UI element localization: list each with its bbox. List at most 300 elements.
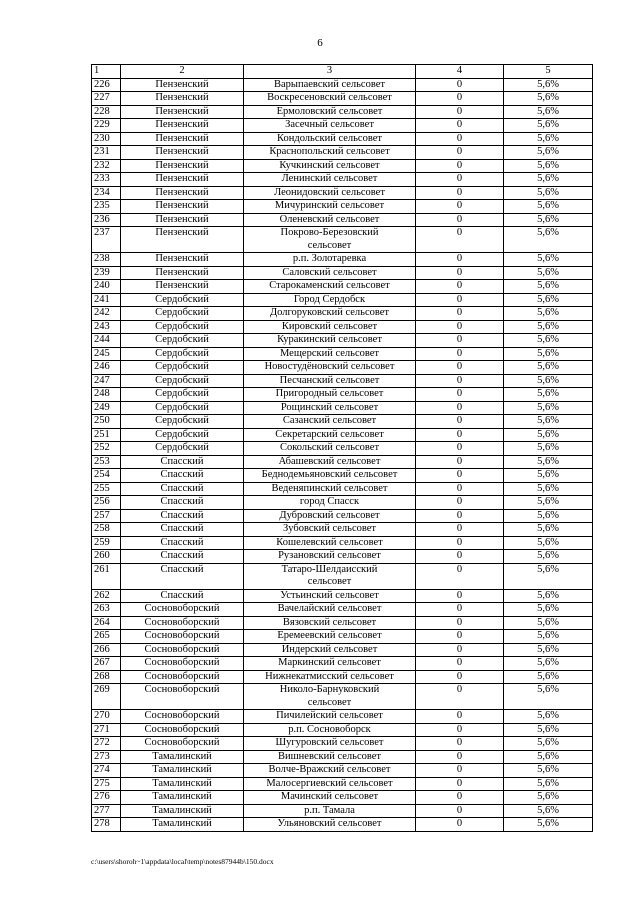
district-cell: Пензенский	[121, 119, 244, 133]
table-row	[92, 146, 593, 160]
district-cell: Пензенский	[121, 173, 244, 187]
table-row	[92, 643, 593, 657]
value-cell: 0	[416, 523, 504, 537]
municipality-cell: Рощинский сельсовет	[244, 401, 416, 415]
municipalities-table	[91, 64, 593, 832]
value-cell: 0	[416, 173, 504, 187]
municipality-cell: Мещерский сельсовет	[244, 347, 416, 361]
municipality-cell: Рузановский сельсовет	[244, 550, 416, 564]
percent-cell: 5,6%	[504, 455, 593, 469]
district-cell: Спасский	[121, 589, 244, 603]
district-cell: Сердобский	[121, 347, 244, 361]
row-number-cell: 264	[92, 616, 121, 630]
municipality-cell: Татаро-Шелдаисский сельсовет	[244, 563, 416, 589]
row-number-cell: 252	[92, 442, 121, 456]
table-row	[92, 496, 593, 510]
value-cell: 0	[416, 710, 504, 724]
municipality-cell: Краснопольский сельсовет	[244, 146, 416, 160]
district-cell: Сердобский	[121, 388, 244, 402]
value-cell: 0	[416, 764, 504, 778]
value-cell: 0	[416, 603, 504, 617]
table-row	[92, 657, 593, 671]
value-cell: 0	[416, 266, 504, 280]
district-cell: Сосновоборский	[121, 684, 244, 710]
municipality-cell: Кировский сельсовет	[244, 320, 416, 334]
header-cell-col4: 4	[416, 65, 504, 79]
value-cell: 0	[416, 253, 504, 267]
percent-cell: 5,6%	[504, 334, 593, 348]
municipality-cell: р.п. Тамала	[244, 804, 416, 818]
row-number-cell: 226	[92, 78, 121, 92]
percent-cell: 5,6%	[504, 482, 593, 496]
value-cell: 0	[416, 374, 504, 388]
row-number-cell: 250	[92, 415, 121, 429]
percent-cell: 5,6%	[504, 146, 593, 160]
district-cell: Пензенский	[121, 266, 244, 280]
value-cell: 0	[416, 630, 504, 644]
table-row	[92, 401, 593, 415]
row-number-cell: 234	[92, 186, 121, 200]
value-cell: 0	[416, 119, 504, 133]
value-cell: 0	[416, 469, 504, 483]
percent-cell: 5,6%	[504, 603, 593, 617]
percent-cell: 5,6%	[504, 804, 593, 818]
value-cell: 0	[416, 589, 504, 603]
table-row	[92, 253, 593, 267]
row-number-cell: 271	[92, 723, 121, 737]
district-cell: Спасский	[121, 469, 244, 483]
value-cell: 0	[416, 200, 504, 214]
value-cell: 0	[416, 388, 504, 402]
municipality-cell: Веденяпинский сельсовет	[244, 482, 416, 496]
table-row	[92, 213, 593, 227]
municipality-cell: Малосергиевский сельсовет	[244, 777, 416, 791]
row-number-cell: 263	[92, 603, 121, 617]
percent-cell: 5,6%	[504, 764, 593, 778]
municipality-cell: Оленевский сельсовет	[244, 213, 416, 227]
row-number-cell: 261	[92, 563, 121, 589]
percent-cell: 5,6%	[504, 388, 593, 402]
table-row	[92, 469, 593, 483]
municipality-cell: Вишневский сельсовет	[244, 750, 416, 764]
row-number-cell: 273	[92, 750, 121, 764]
value-cell: 0	[416, 320, 504, 334]
district-cell: Тамалинский	[121, 764, 244, 778]
value-cell: 0	[416, 293, 504, 307]
district-cell: Пензенский	[121, 227, 244, 253]
municipality-cell: Маркинский сельсовет	[244, 657, 416, 671]
table-row	[92, 347, 593, 361]
district-cell: Сердобский	[121, 334, 244, 348]
header-cell-col3: 3	[244, 65, 416, 79]
value-cell: 0	[416, 347, 504, 361]
district-cell: Тамалинский	[121, 818, 244, 832]
table-row	[92, 374, 593, 388]
row-number-cell: 265	[92, 630, 121, 644]
row-number-cell: 243	[92, 320, 121, 334]
row-number-cell: 238	[92, 253, 121, 267]
row-number-cell: 247	[92, 374, 121, 388]
municipality-cell: Леонидовский сельсовет	[244, 186, 416, 200]
municipality-cell: Ермоловский сельсовет	[244, 105, 416, 119]
district-cell: Сосновоборский	[121, 630, 244, 644]
district-cell: Сосновоборский	[121, 603, 244, 617]
district-cell: Сосновоборский	[121, 616, 244, 630]
district-cell: Спасский	[121, 455, 244, 469]
table-row	[92, 670, 593, 684]
percent-cell: 5,6%	[504, 509, 593, 523]
percent-cell: 5,6%	[504, 428, 593, 442]
table-row	[92, 307, 593, 321]
percent-cell: 5,6%	[504, 213, 593, 227]
table-row	[92, 818, 593, 832]
row-number-cell: 258	[92, 523, 121, 537]
value-cell: 0	[416, 146, 504, 160]
percent-cell: 5,6%	[504, 92, 593, 106]
percent-cell: 5,6%	[504, 227, 593, 253]
value-cell: 0	[416, 723, 504, 737]
district-cell: Спасский	[121, 523, 244, 537]
table-row	[92, 550, 593, 564]
district-cell: Сосновоборский	[121, 737, 244, 751]
district-cell: Сердобский	[121, 307, 244, 321]
municipality-cell: Николо-Барнуковский сельсовет	[244, 684, 416, 710]
table-row	[92, 723, 593, 737]
value-cell: 0	[416, 132, 504, 146]
district-cell: Пензенский	[121, 146, 244, 160]
table-row	[92, 737, 593, 751]
table-row	[92, 173, 593, 187]
municipality-cell: Куракинский сельсовет	[244, 334, 416, 348]
row-number-cell: 267	[92, 657, 121, 671]
row-number-cell: 237	[92, 227, 121, 253]
percent-cell: 5,6%	[504, 280, 593, 294]
percent-cell: 5,6%	[504, 266, 593, 280]
percent-cell: 5,6%	[504, 200, 593, 214]
value-cell: 0	[416, 428, 504, 442]
percent-cell: 5,6%	[504, 777, 593, 791]
value-cell: 0	[416, 818, 504, 832]
row-number-cell: 248	[92, 388, 121, 402]
table-row	[92, 764, 593, 778]
value-cell: 0	[416, 791, 504, 805]
table-row	[92, 589, 593, 603]
table-row	[92, 266, 593, 280]
percent-cell: 5,6%	[504, 550, 593, 564]
table-row	[92, 442, 593, 456]
table-body	[92, 65, 593, 832]
district-cell: Пензенский	[121, 78, 244, 92]
value-cell: 0	[416, 159, 504, 173]
percent-cell: 5,6%	[504, 589, 593, 603]
table-row	[92, 388, 593, 402]
municipality-cell: р.п. Золотаревка	[244, 253, 416, 267]
district-cell: Спасский	[121, 563, 244, 589]
value-cell: 0	[416, 737, 504, 751]
row-number-cell: 266	[92, 643, 121, 657]
row-number-cell: 270	[92, 710, 121, 724]
table-row	[92, 523, 593, 537]
row-number-cell: 260	[92, 550, 121, 564]
value-cell: 0	[416, 415, 504, 429]
percent-cell: 5,6%	[504, 361, 593, 375]
row-number-cell: 241	[92, 293, 121, 307]
district-cell: Сердобский	[121, 401, 244, 415]
header-cell-col5: 5	[504, 65, 593, 79]
value-cell: 0	[416, 307, 504, 321]
table-row	[92, 78, 593, 92]
municipality-cell: Покрово-Березовский сельсовет	[244, 227, 416, 253]
district-cell: Сосновоборский	[121, 657, 244, 671]
value-cell: 0	[416, 482, 504, 496]
district-cell: Пензенский	[121, 92, 244, 106]
table-row	[92, 415, 593, 429]
value-cell: 0	[416, 563, 504, 589]
municipality-cell: Кондольский сельсовет	[244, 132, 416, 146]
percent-cell: 5,6%	[504, 710, 593, 724]
table-row	[92, 630, 593, 644]
district-cell: Тамалинский	[121, 804, 244, 818]
municipality-cell: Сокольский сельсовет	[244, 442, 416, 456]
row-number-cell: 272	[92, 737, 121, 751]
table-row	[92, 334, 593, 348]
row-number-cell: 253	[92, 455, 121, 469]
table-row	[92, 132, 593, 146]
table-row	[92, 119, 593, 133]
value-cell: 0	[416, 509, 504, 523]
table-row	[92, 710, 593, 724]
value-cell: 0	[416, 334, 504, 348]
district-cell: Спасский	[121, 550, 244, 564]
municipality-cell: Старокаменский сельсовет	[244, 280, 416, 294]
district-cell: Пензенский	[121, 280, 244, 294]
value-cell: 0	[416, 684, 504, 710]
percent-cell: 5,6%	[504, 374, 593, 388]
percent-cell: 5,6%	[504, 536, 593, 550]
row-number-cell: 236	[92, 213, 121, 227]
row-number-cell: 268	[92, 670, 121, 684]
percent-cell: 5,6%	[504, 401, 593, 415]
table-row	[92, 159, 593, 173]
district-cell: Пензенский	[121, 132, 244, 146]
page-number: 6	[317, 37, 323, 49]
value-cell: 0	[416, 670, 504, 684]
row-number-cell: 278	[92, 818, 121, 832]
percent-cell: 5,6%	[504, 78, 593, 92]
municipality-cell: Ленинский сельсовет	[244, 173, 416, 187]
percent-cell: 5,6%	[504, 630, 593, 644]
header-cell-col1: 1	[92, 65, 121, 79]
municipality-cell: Пригородный сельсовет	[244, 388, 416, 402]
value-cell: 0	[416, 280, 504, 294]
table-row	[92, 293, 593, 307]
district-cell: Сосновоборский	[121, 710, 244, 724]
header-cell-col2: 2	[121, 65, 244, 79]
value-cell: 0	[416, 496, 504, 510]
district-cell: Спасский	[121, 509, 244, 523]
municipality-cell: Песчанский сельсовет	[244, 374, 416, 388]
table-row	[92, 777, 593, 791]
municipality-cell: Шугуровский сельсовет	[244, 737, 416, 751]
percent-cell: 5,6%	[504, 723, 593, 737]
percent-cell: 5,6%	[504, 105, 593, 119]
table-row	[92, 280, 593, 294]
table-row	[92, 320, 593, 334]
row-number-cell: 233	[92, 173, 121, 187]
table-row	[92, 361, 593, 375]
value-cell: 0	[416, 657, 504, 671]
percent-cell: 5,6%	[504, 253, 593, 267]
percent-cell: 5,6%	[504, 818, 593, 832]
municipality-cell: Воскресеновский сельсовет	[244, 92, 416, 106]
table-row	[92, 563, 593, 589]
district-cell: Тамалинский	[121, 777, 244, 791]
row-number-cell: 235	[92, 200, 121, 214]
municipality-cell: р.п. Сосновоборск	[244, 723, 416, 737]
table-row	[92, 455, 593, 469]
municipality-cell: Устьинский сельсовет	[244, 589, 416, 603]
table-row	[92, 616, 593, 630]
table-row	[92, 684, 593, 710]
row-number-cell: 244	[92, 334, 121, 348]
percent-cell: 5,6%	[504, 523, 593, 537]
municipality-cell: Зубовский сельсовет	[244, 523, 416, 537]
municipality-cell: Секретарский сельсовет	[244, 428, 416, 442]
table-row	[92, 186, 593, 200]
value-cell: 0	[416, 442, 504, 456]
district-cell: Спасский	[121, 536, 244, 550]
value-cell: 0	[416, 105, 504, 119]
percent-cell: 5,6%	[504, 307, 593, 321]
percent-cell: 5,6%	[504, 293, 593, 307]
row-number-cell: 274	[92, 764, 121, 778]
district-cell: Тамалинский	[121, 791, 244, 805]
value-cell: 0	[416, 401, 504, 415]
district-cell: Сосновоборский	[121, 643, 244, 657]
district-cell: Сосновоборский	[121, 723, 244, 737]
row-number-cell: 228	[92, 105, 121, 119]
table-row	[92, 227, 593, 253]
value-cell: 0	[416, 750, 504, 764]
row-number-cell: 229	[92, 119, 121, 133]
district-cell: Пензенский	[121, 213, 244, 227]
percent-cell: 5,6%	[504, 750, 593, 764]
row-number-cell: 254	[92, 469, 121, 483]
row-number-cell: 276	[92, 791, 121, 805]
municipality-cell: Мичуринский сельсовет	[244, 200, 416, 214]
row-number-cell: 246	[92, 361, 121, 375]
table-row	[92, 603, 593, 617]
table-row	[92, 536, 593, 550]
value-cell: 0	[416, 804, 504, 818]
row-number-cell: 232	[92, 159, 121, 173]
percent-cell: 5,6%	[504, 684, 593, 710]
district-cell: Сердобский	[121, 442, 244, 456]
percent-cell: 5,6%	[504, 119, 593, 133]
row-number-cell: 277	[92, 804, 121, 818]
percent-cell: 5,6%	[504, 563, 593, 589]
district-cell: Пензенский	[121, 200, 244, 214]
table-row	[92, 200, 593, 214]
percent-cell: 5,6%	[504, 496, 593, 510]
district-cell: Сердобский	[121, 320, 244, 334]
table-row	[92, 509, 593, 523]
percent-cell: 5,6%	[504, 442, 593, 456]
district-cell: Пензенский	[121, 159, 244, 173]
percent-cell: 5,6%	[504, 469, 593, 483]
table-row	[92, 92, 593, 106]
percent-cell: 5,6%	[504, 616, 593, 630]
district-cell: Сердобский	[121, 293, 244, 307]
value-cell: 0	[416, 213, 504, 227]
value-cell: 0	[416, 643, 504, 657]
district-cell: Сердобский	[121, 415, 244, 429]
municipality-cell: Ульяновский сельсовет	[244, 818, 416, 832]
percent-cell: 5,6%	[504, 173, 593, 187]
municipality-cell: Варыпаевский сельсовет	[244, 78, 416, 92]
footer-file-path: c:\users\shoroh~1\appdata\local\temp\notes87944b\150.docx	[91, 857, 274, 866]
row-number-cell: 227	[92, 92, 121, 106]
table-row	[92, 791, 593, 805]
percent-cell: 5,6%	[504, 643, 593, 657]
percent-cell: 5,6%	[504, 657, 593, 671]
district-cell: Спасский	[121, 496, 244, 510]
percent-cell: 5,6%	[504, 791, 593, 805]
municipality-cell: Сазанский сельсовет	[244, 415, 416, 429]
municipality-cell: Долгоруковский сельсовет	[244, 307, 416, 321]
district-cell: Пензенский	[121, 253, 244, 267]
row-number-cell: 256	[92, 496, 121, 510]
municipality-cell: Новостудёновский сельсовет	[244, 361, 416, 375]
value-cell: 0	[416, 777, 504, 791]
percent-cell: 5,6%	[504, 415, 593, 429]
municipality-cell: Вязовский сельсовет	[244, 616, 416, 630]
percent-cell: 5,6%	[504, 347, 593, 361]
municipality-cell: Кошелевский сельсовет	[244, 536, 416, 550]
value-cell: 0	[416, 550, 504, 564]
municipality-cell: Мачинский сельсовет	[244, 791, 416, 805]
municipality-cell: Вачелайский сельсовет	[244, 603, 416, 617]
percent-cell: 5,6%	[504, 320, 593, 334]
table-row	[92, 428, 593, 442]
district-cell: Пензенский	[121, 186, 244, 200]
percent-cell: 5,6%	[504, 186, 593, 200]
row-number-cell: 259	[92, 536, 121, 550]
row-number-cell: 255	[92, 482, 121, 496]
value-cell: 0	[416, 186, 504, 200]
percent-cell: 5,6%	[504, 132, 593, 146]
municipality-cell: город Спасск	[244, 496, 416, 510]
municipality-cell: Волче-Вражский сельсовет	[244, 764, 416, 778]
table-row	[92, 482, 593, 496]
row-number-cell: 269	[92, 684, 121, 710]
value-cell: 0	[416, 92, 504, 106]
row-number-cell: 239	[92, 266, 121, 280]
row-number-cell: 240	[92, 280, 121, 294]
row-number-cell: 242	[92, 307, 121, 321]
row-number-cell: 257	[92, 509, 121, 523]
value-cell: 0	[416, 616, 504, 630]
table-row	[92, 750, 593, 764]
municipality-cell: Кучкинский сельсовет	[244, 159, 416, 173]
municipality-cell: Абашевский сельсовет	[244, 455, 416, 469]
value-cell: 0	[416, 78, 504, 92]
district-cell: Спасский	[121, 482, 244, 496]
table-header-row	[92, 65, 593, 79]
value-cell: 0	[416, 455, 504, 469]
table-row	[92, 804, 593, 818]
municipality-cell: Дубровский сельсовет	[244, 509, 416, 523]
